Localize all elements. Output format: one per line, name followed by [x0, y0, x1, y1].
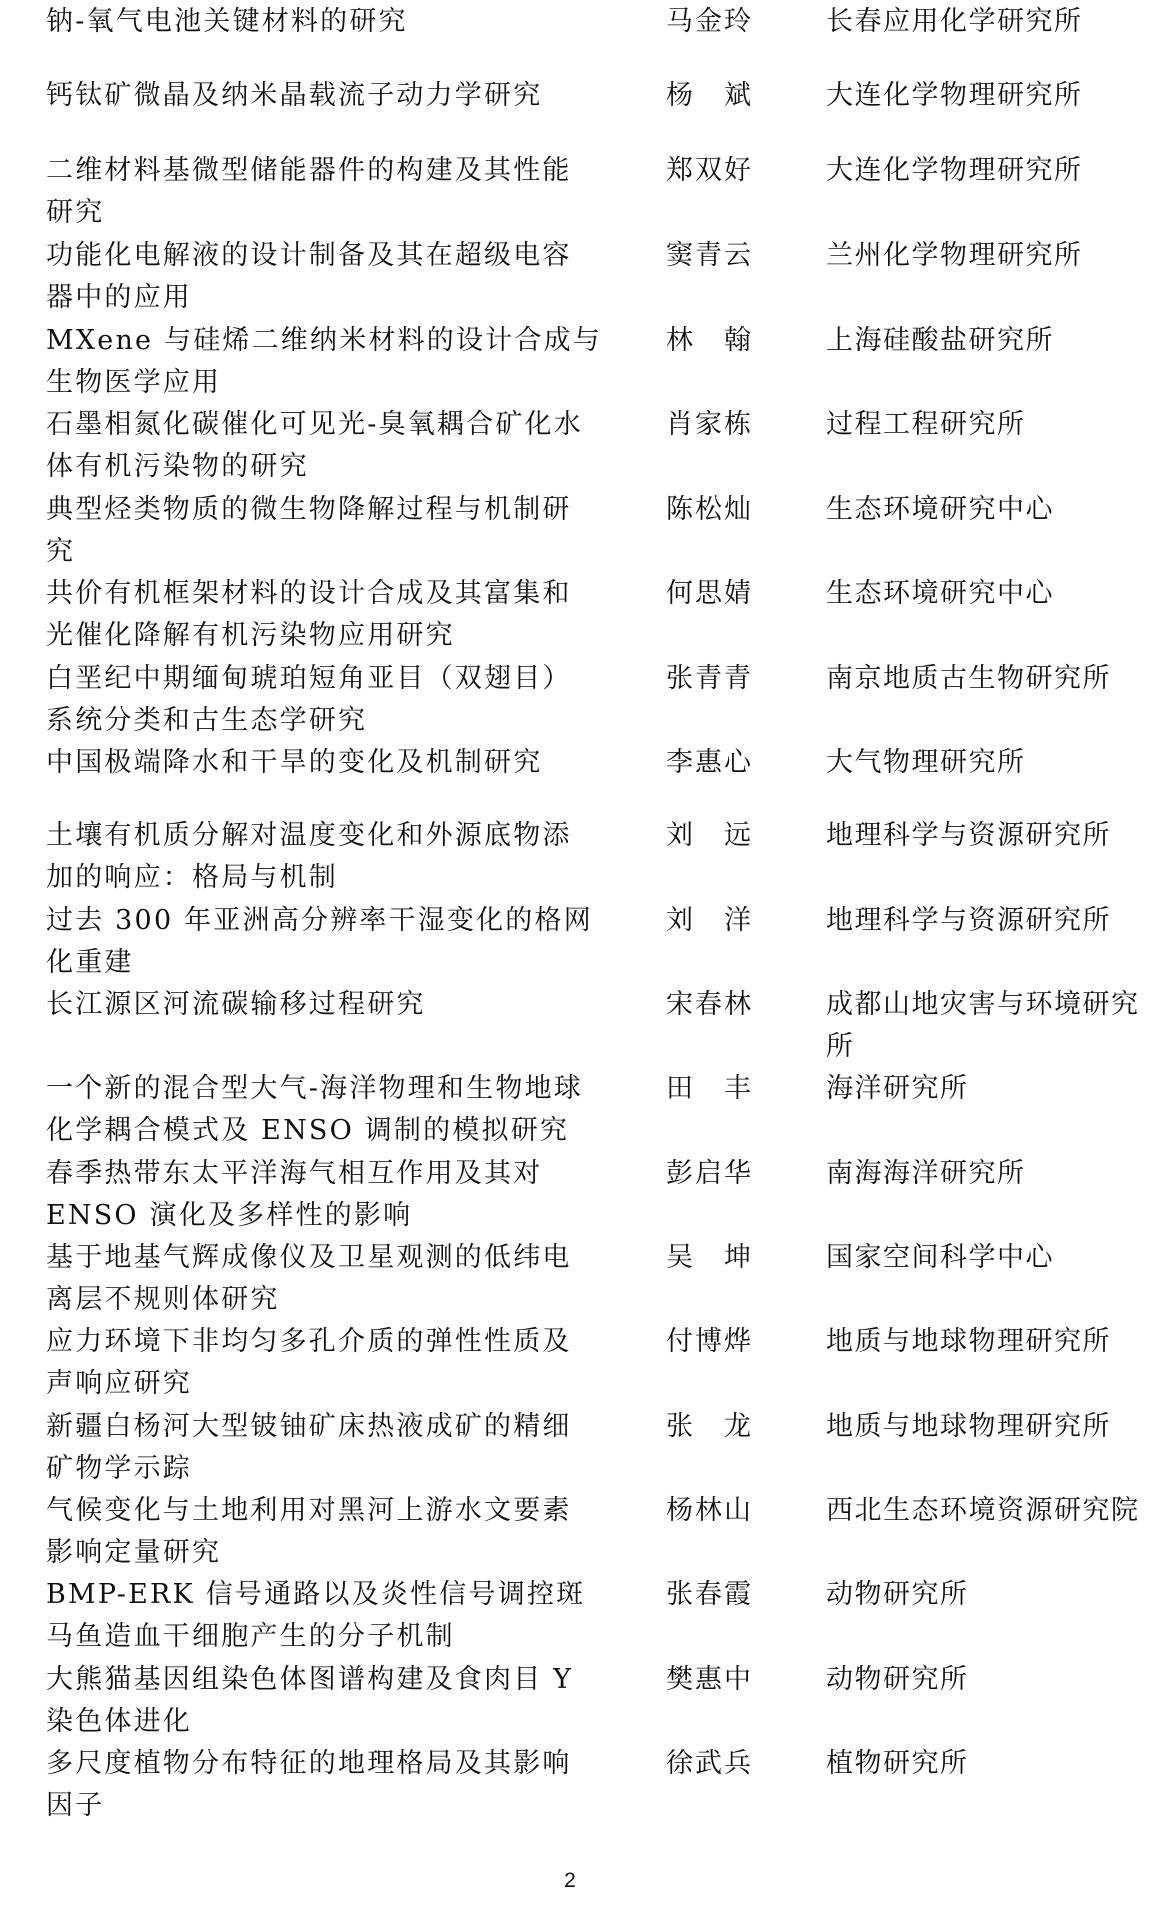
principal-name: 张青青	[666, 663, 753, 694]
principal-name: 彭启华	[666, 1158, 753, 1189]
principal-name: 何思婧	[666, 578, 753, 609]
principal-name: 杨林山	[666, 1495, 753, 1526]
institute-name: 生态环境研究中心	[826, 578, 1054, 609]
principal-name: 张 龙	[666, 1411, 753, 1442]
principal-name: 付博烨	[666, 1326, 753, 1357]
institute-name: 国家空间科学中心	[826, 1242, 1054, 1273]
project-title: 多尺度植物分布特征的地理格局及其影响 因子	[46, 1748, 572, 1821]
institute-name: 地质与地球物理研究所	[826, 1411, 1111, 1442]
institute-name: 动物研究所	[826, 1664, 969, 1695]
page-number: 2	[564, 1869, 576, 1892]
institute-name: 南海海洋研究所	[826, 1158, 1026, 1189]
principal-name: 肖家栋	[666, 409, 753, 440]
project-title: 钙钛矿微晶及纳米晶载流子动力学研究	[46, 80, 543, 111]
principal-name: 吴 坤	[666, 1242, 753, 1273]
principal-name: 樊惠中	[666, 1664, 753, 1695]
principal-name: 宋春林	[666, 989, 753, 1020]
institute-name: 生态环境研究中心	[826, 494, 1054, 525]
project-title: 白垩纪中期缅甸琥珀短角亚目（双翅目） 系统分类和古生态学研究	[46, 663, 572, 736]
principal-name: 郑双好	[666, 155, 753, 186]
institute-name: 地理科学与资源研究所	[826, 905, 1111, 936]
principal-name: 窦青云	[666, 240, 753, 271]
project-title: MXene 与硅烯二维纳米材料的设计合成与 生物医学应用	[46, 325, 602, 398]
project-title: 土壤有机质分解对温度变化和外源底物添 加的响应：格局与机制	[46, 820, 572, 893]
project-title: 钠-氧气电池关键材料的研究	[46, 6, 408, 37]
project-title: 一个新的混合型大气-海洋物理和生物地球 化学耦合模式及 ENSO 调制的模拟研究	[46, 1073, 583, 1146]
principal-name: 杨 斌	[666, 80, 753, 111]
principal-name: 田 丰	[666, 1073, 753, 1104]
institute-name: 西北生态环境资源研究院	[826, 1495, 1140, 1526]
institute-name: 上海硅酸盐研究所	[826, 325, 1054, 356]
institute-name: 植物研究所	[826, 1748, 969, 1779]
project-title: 二维材料基微型储能器件的构建及其性能 研究	[46, 155, 572, 228]
project-title: 过去 300 年亚洲高分辨率干湿变化的格网 化重建	[46, 905, 593, 978]
institute-name: 大连化学物理研究所	[826, 80, 1083, 111]
institute-name: 地质与地球物理研究所	[826, 1326, 1111, 1357]
principal-name: 林 翰	[666, 325, 753, 356]
project-title: 春季热带东太平洋海气相互作用及其对 ENSO 演化及多样性的影响	[46, 1158, 543, 1231]
project-title: 应力环境下非均匀多孔介质的弹性性质及 声响应研究	[46, 1326, 572, 1399]
institute-name: 动物研究所	[826, 1579, 969, 1610]
institute-name: 南京地质古生物研究所	[826, 663, 1111, 694]
institute-name: 过程工程研究所	[826, 409, 1026, 440]
principal-name: 刘 远	[666, 820, 753, 851]
principal-name: 徐武兵	[666, 1748, 753, 1779]
project-title: 基于地基气辉成像仪及卫星观测的低纬电 离层不规则体研究	[46, 1242, 572, 1315]
principal-name: 刘 洋	[666, 905, 753, 936]
principal-name: 李惠心	[666, 747, 753, 778]
project-title: 新疆白杨河大型铍铀矿床热液成矿的精细 矿物学示踪	[46, 1411, 572, 1484]
principal-name: 陈松灿	[666, 494, 753, 525]
project-title: 大熊猫基因组染色体图谱构建及食肉目 Y 染色体进化	[46, 1664, 574, 1737]
institute-name: 成都山地灾害与环境研究 所	[826, 989, 1140, 1062]
project-title: 气候变化与土地利用对黑河上游水文要素 影响定量研究	[46, 1495, 572, 1568]
project-title: 石墨相氮化碳催化可见光-臭氧耦合矿化水 体有机污染物的研究	[46, 409, 583, 482]
institute-name: 大气物理研究所	[826, 747, 1026, 778]
project-title: 典型烃类物质的微生物降解过程与机制研 究	[46, 494, 572, 567]
principal-name: 张春霞	[666, 1579, 753, 1610]
institute-name: 大连化学物理研究所	[826, 155, 1083, 186]
institute-name: 兰州化学物理研究所	[826, 240, 1083, 271]
project-title: 共价有机框架材料的设计合成及其富集和 光催化降解有机污染物应用研究	[46, 578, 572, 651]
project-title: BMP-ERK 信号通路以及炎性信号调控斑 马鱼造血干细胞产生的分子机制	[46, 1579, 586, 1652]
institute-name: 长春应用化学研究所	[826, 6, 1083, 37]
institute-name: 海洋研究所	[826, 1073, 969, 1104]
project-title: 中国极端降水和干旱的变化及机制研究	[46, 747, 543, 778]
institute-name: 地理科学与资源研究所	[826, 820, 1111, 851]
principal-name: 马金玲	[666, 6, 753, 37]
project-title: 功能化电解液的设计制备及其在超级电容 器中的应用	[46, 240, 572, 313]
project-title: 长江源区河流碳输移过程研究	[46, 989, 426, 1020]
